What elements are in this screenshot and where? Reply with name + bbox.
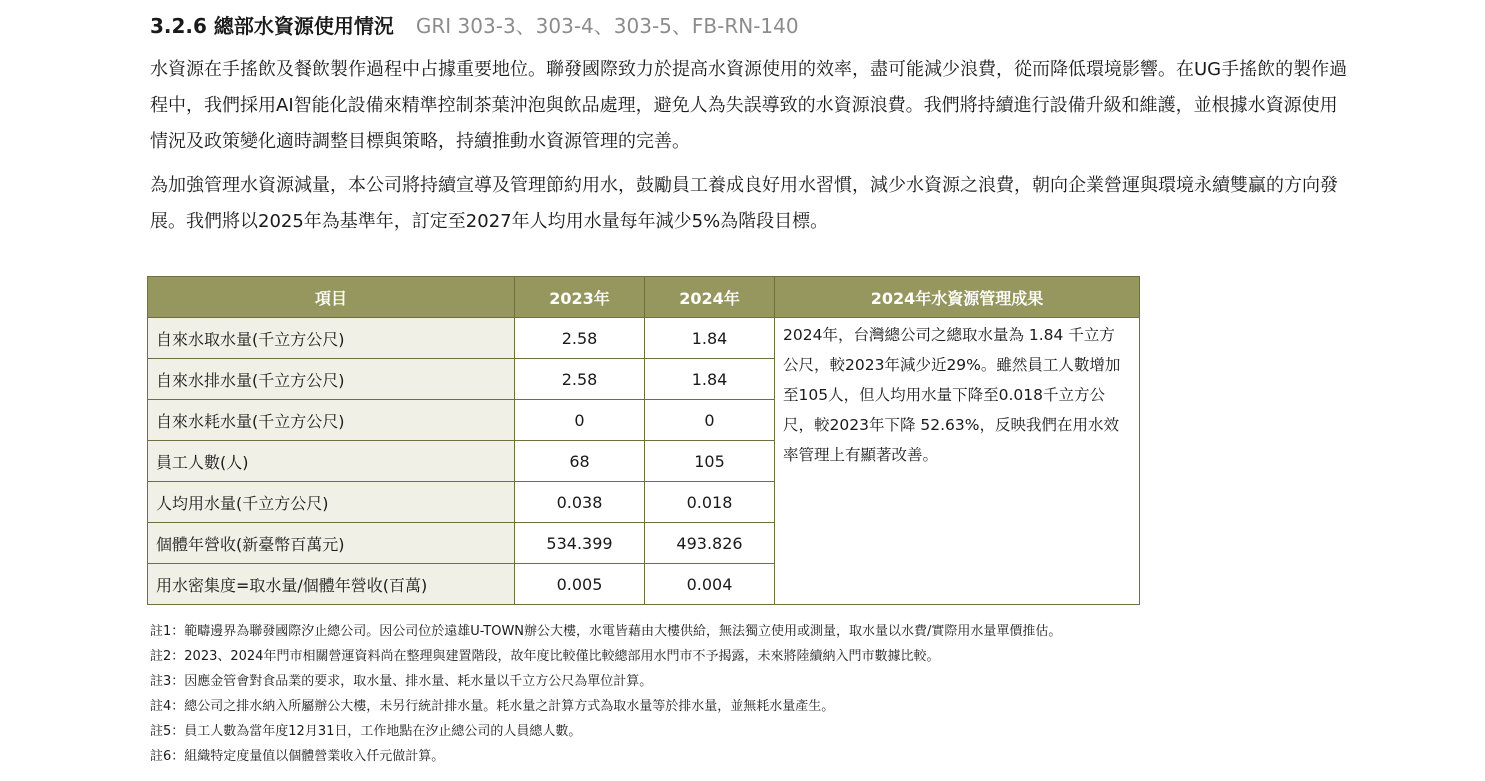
row-label: 員工人數(人) [148, 441, 515, 482]
row-label: 自來水取水量(千立方公尺) [148, 318, 515, 359]
value-2023: 0.005 [515, 564, 645, 605]
header-item: 項目 [148, 277, 515, 318]
result-summary: 2024年，台灣總公司之總取水量為 1.84 千立方公尺，較2023年減少近29%。雖然員工人數增加至105人，但人均用水量下降至0.018千立方公尺，較2023年下降 52.63%，反映我們在用水效率管理上有顯著改善。 [775, 318, 1140, 605]
table-row [148, 318, 1140, 359]
value-2024: 0.004 [645, 564, 775, 605]
gri-reference: GRI 303-3、303-4、303-5、FB-RN-140 [415, 14, 799, 38]
row-label: 個體年營收(新臺幣百萬元) [148, 523, 515, 564]
row-label: 用水密集度=取水量/個體年營收(百萬) [148, 564, 515, 605]
row-label: 自來水耗水量(千立方公尺) [148, 400, 515, 441]
footnote: 註1：範疇邊界為聯發國際汐止總公司。因公司位於遠雄U-TOWN辦公大樓，水電皆藉由大樓供給，無法獨立使用或測量，取水量以水費/實際用水量單價推估。 [150, 624, 1062, 639]
value-2023: 2.58 [515, 318, 645, 359]
footnote: 註2：2023、2024年門市相關營運資料尚在整理與建置階段，故年度比較僅比較總部用水門市不予揭露，未來將陸續納入門市數據比較。 [150, 649, 940, 664]
value-2023: 0 [515, 400, 645, 441]
intro-paragraph: 水資源在手搖飲及餐飲製作過程中占據重要地位。聯發國際致力於提高水資源使用的效率，盡可能減少浪費，從而降低環境影響。在UG手搖飲的製作過程中，我們採用AI智能化設備來精準控制茶葉沖泡與飲品處理，避免人為失誤導致的水資源浪費。我們將持續進行設備升級和維護，並根據水資源使用情況及政策變化適時調整目標與策略，持續推動水資源管理的完善。 [150, 59, 1348, 152]
value-2023: 68 [515, 441, 645, 482]
section-title: 3.2.6 總部水資源使用情況 [150, 14, 394, 38]
value-2023: 2.58 [515, 359, 645, 400]
goal-paragraph: 為加強管理水資源減量，本公司將持續宣導及管理節約用水，鼓勵員工養成良好用水習慣，減少水資源之浪費，朝向企業營運與環境永續雙贏的方向發展。我們將以2025年為基準年，訂定至2027年人均用水量每年減少5%為階段目標。 [150, 175, 1338, 232]
footnotes [150, 619, 1450, 769]
header-2023: 2023年 [515, 277, 645, 318]
value-2024: 0 [645, 400, 775, 441]
row-label: 人均用水量(千立方公尺) [148, 482, 515, 523]
value-2023: 0.038 [515, 482, 645, 523]
table-header-row [148, 277, 1140, 318]
footnote: 註6：組織特定度量值以個體營業收入仟元做計算。 [150, 749, 445, 764]
value-2024: 1.84 [645, 318, 775, 359]
footnote: 註5：員工人數為當年度12月31日，工作地點在汐止總公司的人員總人數。 [150, 724, 582, 739]
header-result: 2024年水資源管理成果 [775, 277, 1140, 318]
water-usage-table [147, 276, 1140, 605]
footnote: 註3：因應金管會對食品業的要求，取水量、排水量、耗水量以千立方公尺為單位計算。 [150, 674, 653, 689]
header-2024: 2024年 [645, 277, 775, 318]
value-2024: 493.826 [645, 523, 775, 564]
footnote: 註4：總公司之排水納入所屬辦公大樓，未另行統計排水量。耗水量之計算方式為取水量等於排水量，並無耗水量產生。 [150, 699, 835, 714]
value-2024: 1.84 [645, 359, 775, 400]
value-2024: 105 [645, 441, 775, 482]
value-2023: 534.399 [515, 523, 645, 564]
value-2024: 0.018 [645, 482, 775, 523]
section-heading [150, 10, 799, 40]
row-label: 自來水排水量(千立方公尺) [148, 359, 515, 400]
